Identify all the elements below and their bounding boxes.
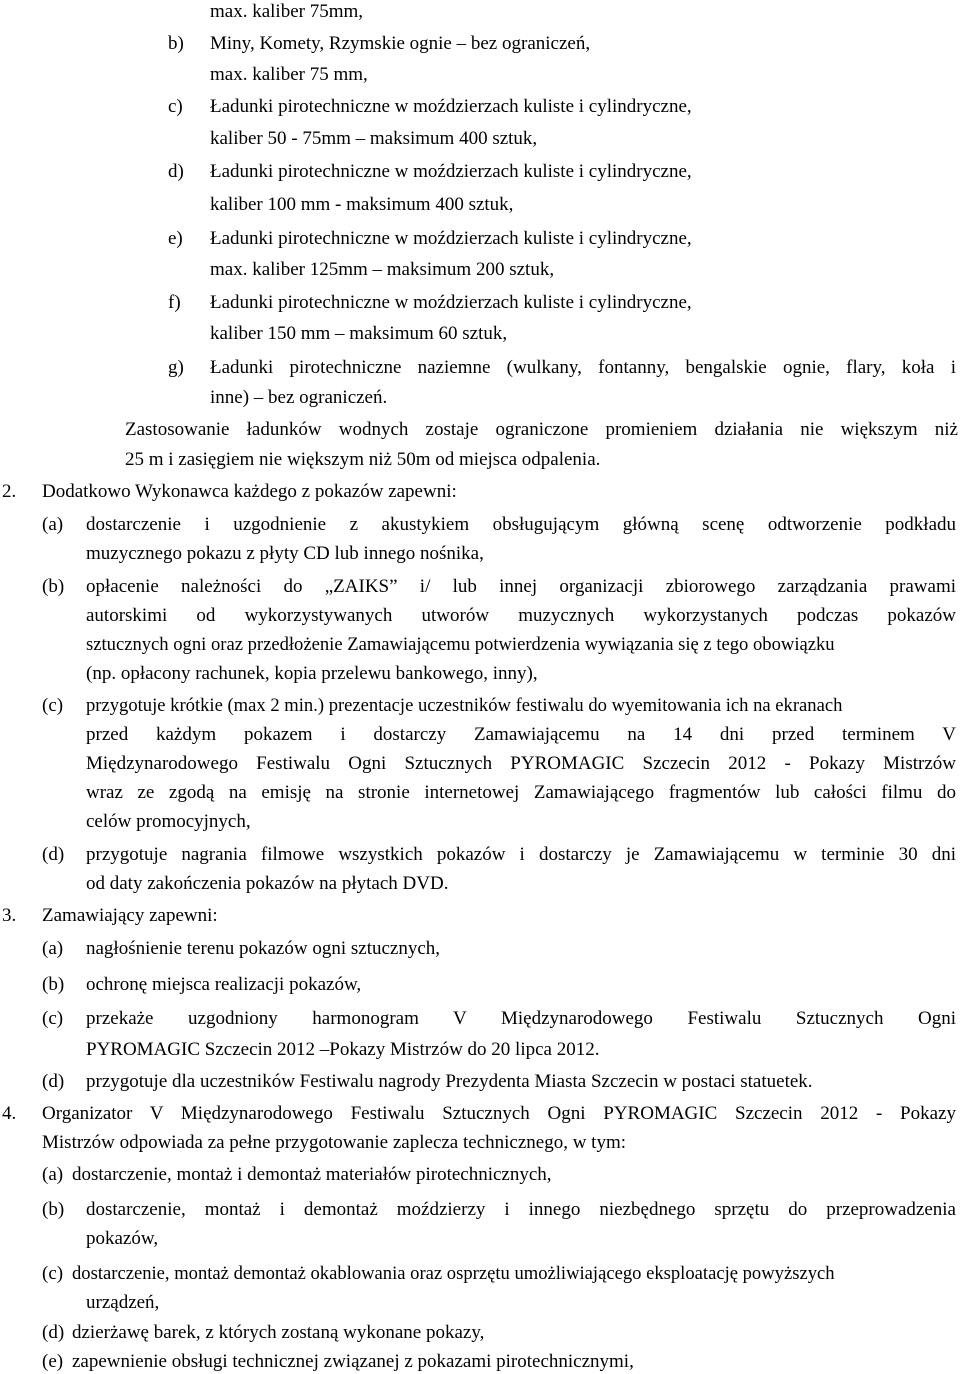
s2-item-c-line-1: przygotuje krótkie (max 2 min.) prezentacje uczestników festiwalu do wyemitowania ich na ekranach xyxy=(86,695,843,716)
section-2-number: 2. xyxy=(2,481,17,502)
s4-item-a-line-1: dostarczenie, montaż i demontaż materiałów pirotechnicznych, xyxy=(72,1164,552,1185)
s4-item-d-line-1: dzierżawę barek, z których zostaną wykonane pokazy, xyxy=(72,1322,485,1343)
item-g-line-1: Ładunki pirotechniczne naziemne (wulkany, fontanny, bengalskie ognie, flary, koła i xyxy=(210,357,956,378)
s4-item-c-line-2: urządzeń, xyxy=(86,1292,160,1313)
s4-item-label-e: (e) xyxy=(42,1351,64,1372)
s2-item-a-line-2: muzycznego pokazu z płyty CD lub innego nośnika, xyxy=(86,543,484,564)
item-label-f: f) xyxy=(168,292,181,313)
water-charges-note-line-2: 25 m i zasięgiem nie większym niż 50m od miejsca odpalenia. xyxy=(125,449,601,470)
s4-item-c-line-1: dostarczenie, montaż demontaż okablowania oraz osprzętu umożliwiającego eksploatację powyższych xyxy=(72,1263,835,1284)
s2-item-b-line-1: opłacenie należności do „ZAIKS” i/ lub innej organizacji zbiorowego zarządzania prawami xyxy=(86,576,956,597)
s3-item-a-line-1: nagłośnienie terenu pokazów ogni sztucznych, xyxy=(86,938,441,959)
s2-item-d-line-1: przygotuje nagrania filmowe wszystkich pokazów i dostarczy je Zamawiającemu w terminie 30 dni xyxy=(86,844,956,865)
s2-item-label-d: (d) xyxy=(42,844,65,865)
item-label-b: b) xyxy=(168,33,184,54)
s3-item-label-b: (b) xyxy=(42,974,65,995)
section-2-heading: Dodatkowo Wykonawca każdego z pokazów zapewni: xyxy=(42,481,457,502)
item-d-line-1: Ładunki pirotechniczne w moździerzach kuliste i cylindryczne, xyxy=(210,161,692,182)
item-e-line-2: max. kaliber 125mm – maksimum 200 sztuk, xyxy=(210,259,555,280)
s2-item-label-c: (c) xyxy=(42,695,64,716)
s2-item-d-line-2: od daty zakończenia pokazów na płytach DVD. xyxy=(86,873,449,894)
item-c-line-1: Ładunki pirotechniczne w moździerzach kuliste i cylindryczne, xyxy=(210,96,692,117)
s2-item-b-line-4: (np. opłacony rachunek, kopia przelewu bankowego, inny), xyxy=(86,663,538,684)
item-g-line-2: inne) – bez ograniczeń. xyxy=(210,387,388,408)
s3-item-d-line-1: przygotuje dla uczestników Festiwalu nagrody Prezydenta Miasta Szczecin w postaci statuetek. xyxy=(86,1071,813,1092)
item-b-line-2: max. kaliber 75 mm, xyxy=(210,64,368,85)
water-charges-note-line-1: Zastosowanie ładunków wodnych zostaje ograniczone promieniem działania nie większym niż xyxy=(125,419,958,440)
s4-item-label-b: (b) xyxy=(42,1199,65,1220)
s2-item-c-line-3: Międzynarodowego Festiwalu Ogni Sztucznych PYROMAGIC Szczecin 2012 - Pokazy Mistrzów xyxy=(86,753,956,774)
section-4-number: 4. xyxy=(2,1103,17,1124)
s4-item-b-line-2: pokazów, xyxy=(86,1228,159,1249)
s3-item-label-d: (d) xyxy=(42,1071,65,1092)
item-a-continuation: max. kaliber 75mm, xyxy=(210,1,364,22)
s2-item-label-a: (a) xyxy=(42,514,64,535)
item-label-e: e) xyxy=(168,228,183,249)
s3-item-b-line-1: ochronę miejsca realizacji pokazów, xyxy=(86,974,362,995)
item-label-g: g) xyxy=(168,357,184,378)
s2-item-b-line-3: sztucznych ogni oraz przedłożenie Zamawiającemu potwierdzenia wywiązania się z tego obowiązku xyxy=(86,634,835,655)
item-d-line-2: kaliber 100 mm - maksimum 400 sztuk, xyxy=(210,194,514,215)
section-3-heading: Zamawiający zapewni: xyxy=(42,905,218,926)
item-f-line-2: kaliber 150 mm – maksimum 60 sztuk, xyxy=(210,323,508,344)
item-label-c: c) xyxy=(168,96,183,117)
s3-item-label-c: (c) xyxy=(42,1008,64,1029)
s2-item-c-line-4: wraz ze zgodą na emisję na stronie internetowej Zamawiającego fragmentów lub całości filmu do xyxy=(86,782,956,803)
s2-item-a-line-1: dostarczenie i uzgodnienie z akustykiem obsługującym główną scenę odtworzenie podkładu xyxy=(86,514,956,535)
section-4-heading-line-2: Mistrzów odpowiada za pełne przygotowanie zaplecza technicznego, w tym: xyxy=(42,1132,627,1153)
item-f-line-1: Ładunki pirotechniczne w moździerzach kuliste i cylindryczne, xyxy=(210,292,692,313)
s3-item-label-a: (a) xyxy=(42,938,64,959)
s4-item-label-a: (a) xyxy=(42,1164,64,1185)
item-label-d: d) xyxy=(168,161,184,182)
s2-item-c-line-2: przed każdym pokazem i dostarczy Zamawiającemu na 14 dni przed terminem V xyxy=(86,724,956,745)
s4-item-label-d: (d) xyxy=(42,1322,65,1343)
item-c-line-2: kaliber 50 - 75mm – maksimum 400 sztuk, xyxy=(210,128,538,149)
item-b-line-1: Miny, Komety, Rzymskie ognie – bez ograniczeń, xyxy=(210,33,591,54)
s4-item-label-c: (c) xyxy=(42,1263,64,1284)
section-4-heading-line-1: Organizator V Międzynarodowego Festiwalu Sztucznych Ogni PYROMAGIC Szczecin 2012 - Pokazy xyxy=(42,1103,956,1124)
s3-item-c-line-2: PYROMAGIC Szczecin 2012 –Pokazy Mistrzów do 20 lipca 2012. xyxy=(86,1039,600,1060)
s2-item-label-b: (b) xyxy=(42,576,65,597)
s3-item-c-line-1: przekaże uzgodniony harmonogram V Międzynarodowego Festiwalu Sztucznych Ogni xyxy=(86,1008,956,1029)
s2-item-b-line-2: autorskimi od wykorzystywanych utworów muzycznych wykorzystanych podczas pokazów xyxy=(86,605,956,626)
s4-item-b-line-1: dostarczenie, montaż i demontaż moździerzy i innego niezbędnego sprzętu do przeprowadzenia xyxy=(86,1199,956,1220)
section-3-number: 3. xyxy=(2,905,17,926)
s2-item-c-line-5: celów promocyjnych, xyxy=(86,811,251,832)
s4-item-e-line-1: zapewnienie obsługi technicznej związanej z pokazami pirotechnicznymi, xyxy=(72,1351,634,1372)
item-e-line-1: Ładunki pirotechniczne w moździerzach kuliste i cylindryczne, xyxy=(210,228,692,249)
